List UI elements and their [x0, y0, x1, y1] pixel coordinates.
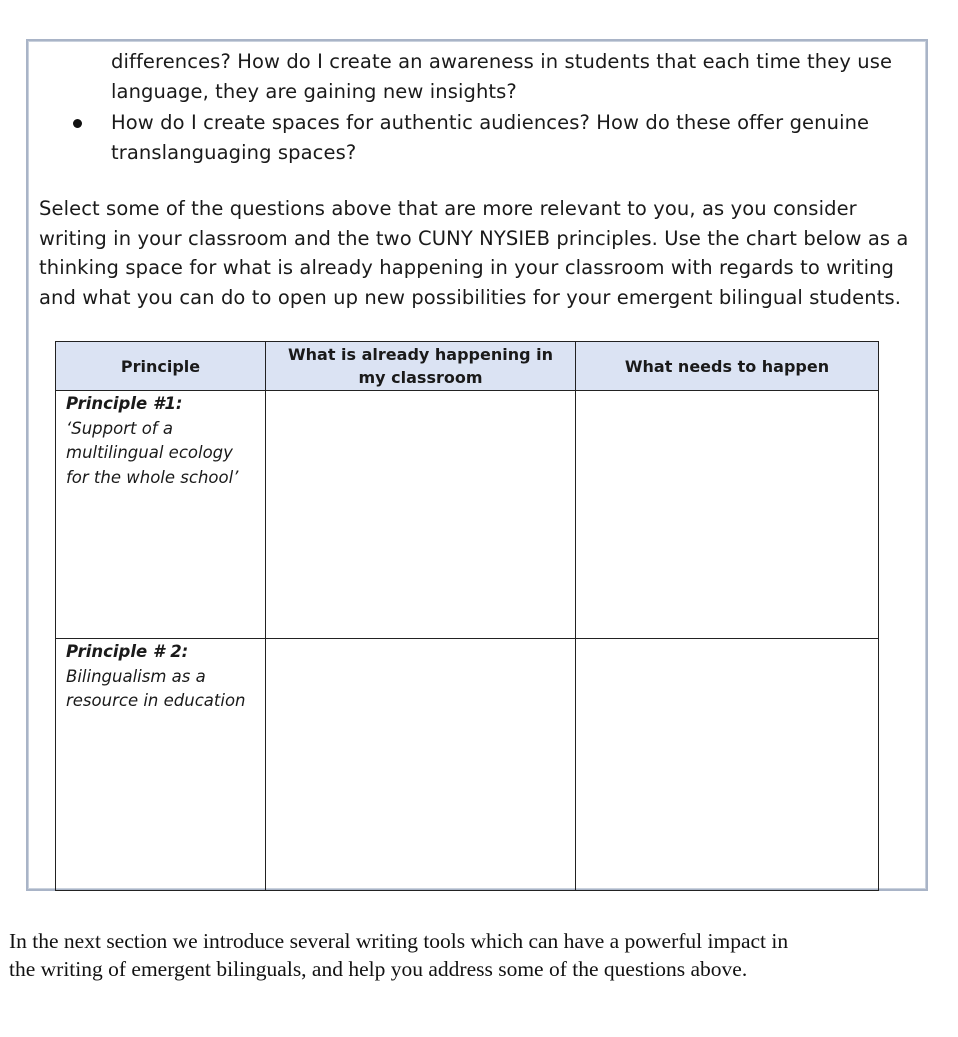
bullet-icon [73, 119, 82, 128]
instructions-line: and what you can do to open up new possibilities for your emergent bilingual students. [39, 285, 902, 309]
principles-chart [55, 341, 879, 891]
chart-header-row [56, 342, 879, 391]
header-needs-to-happen: What needs to happen [576, 342, 879, 391]
principle-cell [56, 391, 266, 639]
instructions-line: writing in your classroom and the two CUNY NYSIEB principles. Use the chart below as a [39, 226, 909, 250]
instructions-line: thinking space for what is already happening in your classroom with regards to writing [39, 256, 895, 279]
already-happening-cell[interactable] [266, 639, 576, 891]
header-already-happening: What is already happening in my classroom [266, 342, 576, 391]
question-item-line-2: translanguaging spaces? [111, 141, 357, 164]
principle-cell [56, 639, 266, 891]
question-continuation-line-1: differences? How do I create an awareness in students that each time they use [111, 50, 893, 73]
already-happening-cell[interactable] [266, 391, 576, 639]
next-section-paragraph [9, 927, 788, 983]
principle-text: ‘Support of a multilingual ecology for the whole school’ [66, 418, 239, 487]
reflection-box [26, 39, 928, 891]
table-row [56, 639, 879, 891]
header-principle: Principle [56, 342, 266, 391]
needs-to-happen-cell[interactable] [576, 639, 879, 891]
table-row [56, 391, 879, 639]
principle-text: Bilingualism as a resource in education [66, 666, 246, 710]
principle-label: Principle #1: [66, 394, 183, 413]
instructions-paragraph [39, 194, 919, 312]
question-continuation-line-2: language, they are gaining new insights? [111, 80, 517, 103]
footer-line: the writing of emergent bilinguals, and help you address some of the questions above. [9, 957, 748, 981]
footer-line: In the next section we introduce several writing tools which can have a powerful impact in [9, 929, 789, 953]
needs-to-happen-cell[interactable] [576, 391, 879, 639]
principle-label: Principle # 2: [66, 642, 189, 661]
instructions-line: Select some of the questions above that are more relevant to you, as you consider [39, 197, 857, 220]
question-item-line-1: How do I create spaces for authentic audiences? How do these offer genuine [111, 111, 870, 134]
